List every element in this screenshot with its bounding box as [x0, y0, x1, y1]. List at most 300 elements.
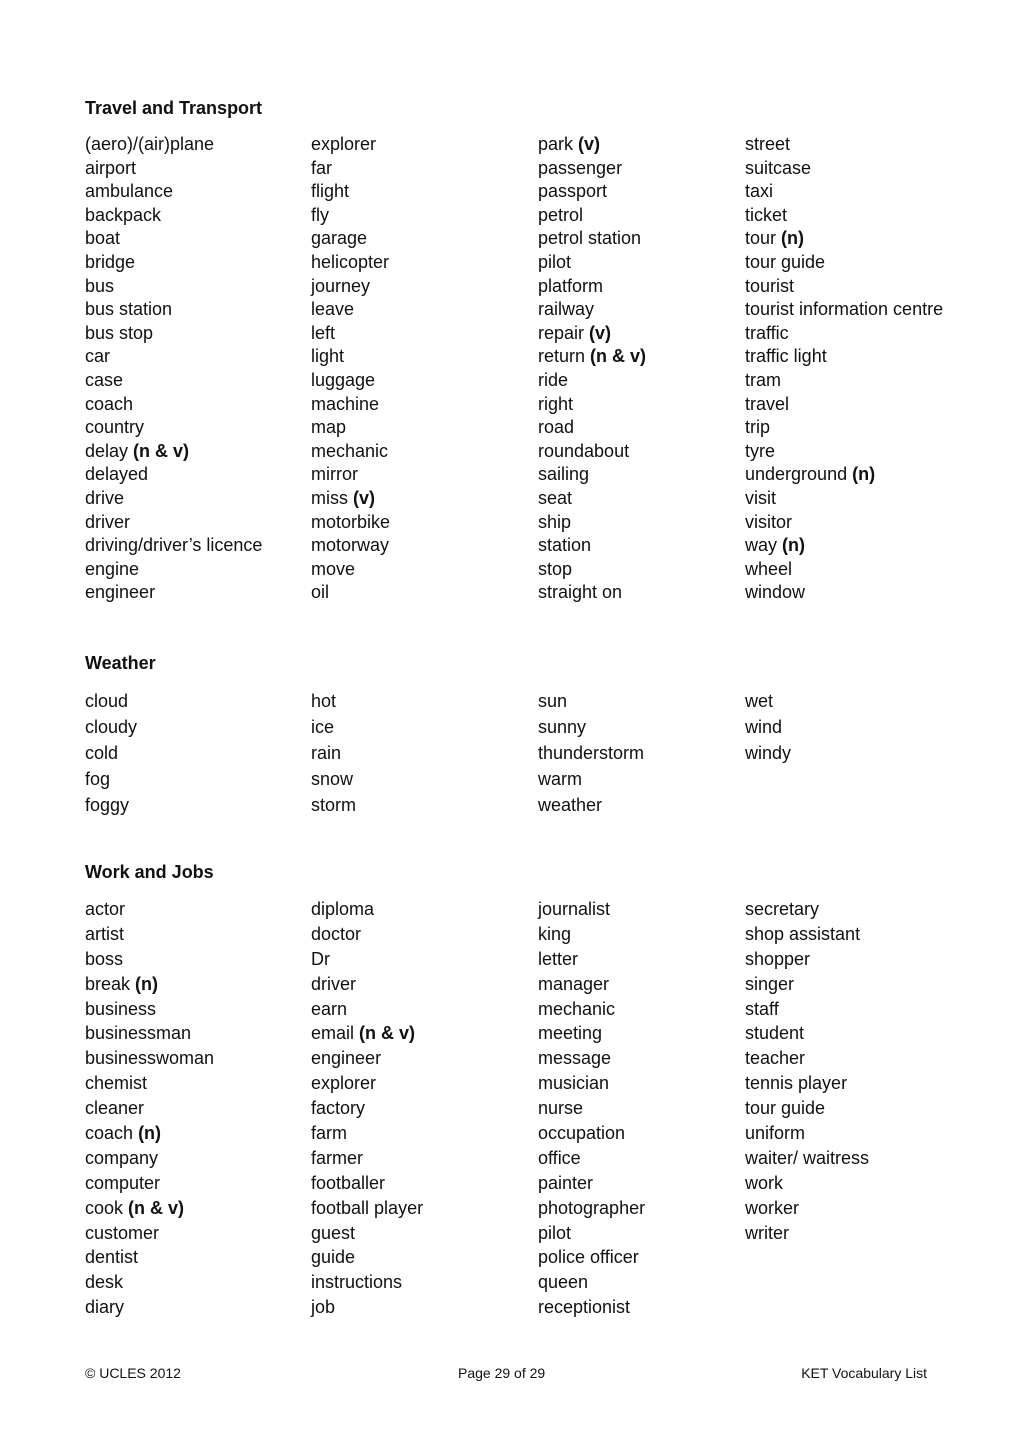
vocabulary-word: worker — [745, 1197, 800, 1218]
vocabulary-word: tyre — [745, 440, 776, 461]
vocabulary-item — [745, 534, 943, 558]
vocabulary-item — [311, 1196, 423, 1221]
word-column — [538, 688, 644, 818]
vocabulary-word: railway — [538, 299, 595, 320]
vocabulary-item — [85, 897, 214, 922]
vocabulary-word: guest — [311, 1222, 356, 1243]
vocabulary-word: road — [538, 417, 575, 438]
vocabulary-word: storm — [311, 795, 356, 815]
vocabulary-item — [538, 251, 646, 275]
vocabulary-word: occupation — [538, 1123, 626, 1144]
vocabulary-item — [745, 1146, 869, 1171]
vocabulary-item — [745, 369, 943, 393]
word-class-tag: (n) — [135, 973, 159, 994]
vocabulary-word: desk — [85, 1272, 124, 1293]
word-column — [85, 688, 137, 818]
vocabulary-word: businesswoman — [85, 1048, 215, 1069]
vocabulary-item — [85, 1196, 214, 1221]
vocabulary-word: light — [311, 346, 345, 367]
vocabulary-word: tour — [745, 228, 777, 249]
vocabulary-word: repair — [538, 322, 585, 343]
vocabulary-item — [745, 1121, 869, 1146]
vocabulary-item — [745, 227, 943, 251]
vocabulary-item — [538, 157, 646, 181]
vocabulary-word: underground — [745, 464, 848, 485]
word-column — [745, 133, 943, 605]
vocabulary-item — [85, 511, 262, 535]
vocabulary-item — [538, 463, 646, 487]
vocabulary-item — [745, 1221, 869, 1246]
vocabulary-item — [745, 740, 791, 766]
vocabulary-item — [745, 275, 943, 299]
section-work-and-jobs — [85, 861, 985, 1318]
vocabulary-item — [85, 558, 262, 582]
vocabulary-word: backpack — [85, 204, 162, 225]
vocabulary-item — [745, 416, 943, 440]
vocabulary-word: passport — [538, 181, 608, 202]
vocabulary-word: drive — [85, 487, 125, 508]
vocabulary-word: painter — [538, 1172, 594, 1193]
vocabulary-item — [311, 766, 356, 792]
vocabulary-word: petrol station — [538, 228, 642, 249]
vocabulary-item — [745, 463, 943, 487]
word-column — [538, 897, 645, 1320]
vocabulary-word: driver — [311, 973, 357, 994]
vocabulary-word: meeting — [538, 1023, 603, 1044]
vocabulary-word: bus — [85, 275, 115, 296]
vocabulary-item — [85, 534, 262, 558]
word-class-tag: (v) — [589, 322, 612, 343]
vocabulary-item — [311, 997, 423, 1022]
vocabulary-item — [311, 275, 390, 299]
vocabulary-word: pilot — [538, 251, 572, 272]
vocabulary-word: station — [538, 535, 592, 556]
vocabulary-word: ice — [311, 717, 335, 737]
vocabulary-word: teacher — [745, 1048, 806, 1069]
vocabulary-item — [85, 1295, 214, 1320]
vocabulary-item — [538, 688, 644, 714]
vocabulary-word: diary — [85, 1297, 125, 1318]
vocabulary-item — [745, 1071, 869, 1096]
vocabulary-item — [538, 997, 645, 1022]
vocabulary-word: engine — [85, 558, 140, 579]
vocabulary-item — [745, 157, 943, 181]
vocabulary-item — [745, 714, 791, 740]
vocabulary-word: traffic light — [745, 346, 827, 367]
vocabulary-item — [538, 393, 646, 417]
vocabulary-word: bridge — [85, 251, 136, 272]
vocabulary-word: staff — [745, 998, 779, 1019]
vocabulary-item — [538, 558, 646, 582]
vocabulary-word: window — [745, 582, 806, 603]
vocabulary-item — [85, 1121, 214, 1146]
vocabulary-word: delay — [85, 440, 129, 461]
vocabulary-word: farmer — [311, 1147, 364, 1168]
vocabulary-item — [311, 1046, 423, 1071]
vocabulary-word: helicopter — [311, 251, 390, 272]
vocabulary-item — [311, 463, 390, 487]
vocabulary-word: computer — [85, 1172, 161, 1193]
vocabulary-item — [745, 393, 943, 417]
vocabulary-word: visitor — [745, 511, 793, 532]
vocabulary-word: football player — [311, 1197, 424, 1218]
vocabulary-word: weather — [538, 795, 603, 815]
vocabulary-word: foggy — [85, 795, 130, 815]
vocabulary-item — [745, 1096, 869, 1121]
vocabulary-word: snow — [311, 769, 354, 789]
vocabulary-word: police officer — [538, 1247, 639, 1268]
vocabulary-item — [538, 897, 645, 922]
vocabulary-word: rain — [311, 743, 342, 763]
vocabulary-word: receptionist — [538, 1297, 631, 1318]
section-title: Travel and Transport — [85, 98, 263, 118]
vocabulary-item — [538, 740, 644, 766]
vocabulary-item — [311, 947, 423, 972]
vocabulary-item — [311, 227, 390, 251]
vocabulary-item — [538, 534, 646, 558]
vocabulary-item — [745, 204, 943, 228]
vocabulary-word: airport — [85, 157, 137, 178]
vocabulary-item — [311, 897, 423, 922]
vocabulary-item — [745, 440, 943, 464]
word-class-tag: (v) — [578, 134, 601, 154]
vocabulary-item — [538, 947, 645, 972]
vocabulary-word: guide — [311, 1247, 356, 1268]
vocabulary-word: tourist information centre — [745, 299, 944, 320]
vocabulary-word: straight on — [538, 582, 623, 603]
vocabulary-word: wind — [745, 717, 783, 737]
vocabulary-item — [85, 322, 262, 346]
vocabulary-word: mechanic — [311, 440, 389, 461]
vocabulary-item — [85, 972, 214, 997]
vocabulary-item — [538, 133, 646, 157]
vocabulary-word: car — [85, 346, 111, 367]
vocabulary-word: street — [745, 134, 791, 154]
vocabulary-word: roundabout — [538, 440, 630, 461]
vocabulary-word: coach — [85, 1123, 134, 1144]
vocabulary-word: cloudy — [85, 717, 138, 737]
page-footer — [85, 1364, 927, 1382]
vocabulary-word: factory — [311, 1098, 366, 1119]
vocabulary-item — [538, 1121, 645, 1146]
vocabulary-item — [85, 369, 262, 393]
vocabulary-item — [311, 1071, 423, 1096]
vocabulary-item — [85, 1021, 214, 1046]
vocabulary-word: secretary — [745, 899, 820, 919]
vocabulary-word: sun — [538, 691, 568, 711]
word-class-tag: (n & v) — [359, 1023, 416, 1044]
vocabulary-word: map — [311, 417, 347, 438]
vocabulary-word: farm — [311, 1123, 347, 1144]
vocabulary-item — [745, 511, 943, 535]
vocabulary-item — [311, 1270, 423, 1295]
footer-copyright: © UCLES 2012 — [85, 1365, 181, 1381]
vocabulary-word: queen — [538, 1272, 589, 1293]
vocabulary-item — [85, 298, 262, 322]
vocabulary-word: case — [85, 369, 124, 390]
vocabulary-item — [745, 581, 943, 605]
vocabulary-item — [85, 463, 262, 487]
vocabulary-item — [85, 133, 262, 157]
vocabulary-word: customer — [85, 1222, 160, 1243]
vocabulary-item — [745, 688, 791, 714]
vocabulary-word: windy — [745, 743, 792, 763]
word-class-tag: (n) — [852, 464, 876, 485]
vocabulary-word: office — [538, 1147, 581, 1168]
vocabulary-word: footballer — [311, 1172, 386, 1193]
vocabulary-item — [311, 534, 390, 558]
vocabulary-item — [311, 1245, 423, 1270]
vocabulary-item — [85, 1171, 214, 1196]
word-column — [85, 133, 262, 605]
vocabulary-word: cook — [85, 1197, 124, 1218]
vocabulary-word: musician — [538, 1073, 610, 1094]
vocabulary-word: letter — [538, 948, 579, 969]
vocabulary-word: suitcase — [745, 157, 812, 178]
vocabulary-word: machine — [311, 393, 380, 414]
vocabulary-word: driving/driver’s licence — [85, 535, 263, 556]
vocabulary-item — [745, 180, 943, 204]
vocabulary-item — [85, 251, 262, 275]
vocabulary-item — [85, 688, 137, 714]
vocabulary-item — [745, 1021, 869, 1046]
word-column — [745, 688, 791, 766]
vocabulary-item — [538, 1096, 645, 1121]
vocabulary-item — [311, 157, 390, 181]
vocabulary-word: motorbike — [311, 511, 391, 532]
vocabulary-item — [538, 1021, 645, 1046]
vocabulary-item — [311, 1146, 423, 1171]
vocabulary-word: explorer — [311, 134, 377, 154]
word-class-tag: (n & v) — [590, 346, 647, 367]
vocabulary-item — [85, 180, 262, 204]
vocabulary-word: writer — [745, 1222, 789, 1243]
vocabulary-item — [85, 157, 262, 181]
vocabulary-item — [745, 997, 869, 1022]
vocabulary-word: move — [311, 558, 356, 579]
vocabulary-item — [538, 1071, 645, 1096]
vocabulary-word: ambulance — [85, 181, 174, 202]
vocabulary-item — [85, 740, 137, 766]
vocabulary-item — [538, 511, 646, 535]
vocabulary-item — [538, 227, 646, 251]
vocabulary-word: petrol — [538, 204, 584, 225]
vocabulary-item — [745, 298, 943, 322]
vocabulary-item — [85, 1071, 214, 1096]
vocabulary-item — [745, 1171, 869, 1196]
vocabulary-word: thunderstorm — [538, 743, 645, 763]
vocabulary-item — [538, 792, 644, 818]
vocabulary-item — [311, 345, 390, 369]
vocabulary-word: cleaner — [85, 1098, 145, 1119]
vocabulary-item — [85, 275, 262, 299]
vocabulary-word: pilot — [538, 1222, 572, 1243]
vocabulary-item — [311, 740, 356, 766]
vocabulary-item — [538, 275, 646, 299]
vocabulary-item — [85, 1245, 214, 1270]
vocabulary-item — [538, 1245, 645, 1270]
vocabulary-item — [745, 972, 869, 997]
vocabulary-item — [311, 972, 423, 997]
vocabulary-word: artist — [85, 923, 125, 944]
vocabulary-word: Dr — [311, 948, 330, 969]
vocabulary-item — [85, 1096, 214, 1121]
vocabulary-item — [538, 487, 646, 511]
word-class-tag: (v) — [353, 487, 376, 508]
vocabulary-item — [85, 997, 214, 1022]
vocabulary-word: journey — [311, 275, 371, 296]
vocabulary-word: tram — [745, 369, 781, 390]
vocabulary-word: journalist — [538, 899, 611, 919]
word-column — [538, 133, 646, 605]
vocabulary-word: driver — [85, 511, 131, 532]
section-title: Work and Jobs — [85, 862, 214, 882]
vocabulary-item — [311, 298, 390, 322]
vocabulary-item — [745, 558, 943, 582]
vocabulary-item — [311, 133, 390, 157]
vocabulary-word: diploma — [311, 899, 375, 919]
vocabulary-word: luggage — [311, 369, 376, 390]
vocabulary-word: wet — [745, 691, 774, 711]
vocabulary-word: tour guide — [745, 251, 826, 272]
vocabulary-item — [311, 581, 390, 605]
vocabulary-word: way — [745, 535, 778, 556]
vocabulary-word: tourist — [745, 275, 795, 296]
vocabulary-item — [311, 369, 390, 393]
vocabulary-word: chemist — [85, 1073, 148, 1094]
vocabulary-word: email — [311, 1023, 355, 1044]
vocabulary-word: ticket — [745, 204, 788, 225]
vocabulary-item — [745, 487, 943, 511]
vocabulary-item — [85, 204, 262, 228]
vocabulary-item — [538, 714, 644, 740]
vocabulary-word: king — [538, 923, 572, 944]
vocabulary-item — [538, 972, 645, 997]
vocabulary-item — [85, 227, 262, 251]
vocabulary-word: business — [85, 998, 157, 1019]
vocabulary-word: country — [85, 417, 145, 438]
vocabulary-item — [85, 487, 262, 511]
vocabulary-item — [745, 947, 869, 972]
vocabulary-word: break — [85, 973, 131, 994]
vocabulary-word: passenger — [538, 157, 623, 178]
section-travel-and-transport — [85, 97, 985, 603]
vocabulary-word: shopper — [745, 948, 811, 969]
vocabulary-word: fog — [85, 769, 111, 789]
vocabulary-item — [85, 1146, 214, 1171]
vocabulary-item — [85, 581, 262, 605]
word-column — [311, 897, 423, 1320]
word-class-tag: (n) — [781, 228, 805, 249]
vocabulary-word: park — [538, 134, 574, 154]
vocabulary-word: oil — [311, 582, 330, 603]
vocabulary-word: earn — [311, 998, 348, 1019]
vocabulary-word: platform — [538, 275, 604, 296]
vocabulary-word: miss — [311, 487, 348, 508]
vocabulary-item — [745, 322, 943, 346]
vocabulary-item — [538, 1146, 645, 1171]
vocabulary-word: company — [85, 1147, 159, 1168]
vocabulary-word: work — [745, 1172, 784, 1193]
vocabulary-word: right — [538, 393, 574, 414]
vocabulary-item — [85, 393, 262, 417]
vocabulary-item — [538, 345, 646, 369]
vocabulary-item — [85, 416, 262, 440]
vocabulary-item — [85, 345, 262, 369]
vocabulary-word: dentist — [85, 1247, 139, 1268]
vocabulary-item — [311, 922, 423, 947]
vocabulary-word: return — [538, 346, 586, 367]
vocabulary-word: instructions — [311, 1272, 403, 1293]
section-weather — [85, 652, 985, 815]
vocabulary-item — [311, 180, 390, 204]
vocabulary-item — [311, 487, 390, 511]
vocabulary-word: engineer — [85, 582, 156, 603]
vocabulary-word: businessman — [85, 1023, 192, 1044]
vocabulary-item — [311, 322, 390, 346]
vocabulary-item — [538, 1046, 645, 1071]
vocabulary-word: bus station — [85, 299, 173, 320]
vocabulary-item — [85, 714, 137, 740]
vocabulary-item — [311, 393, 390, 417]
vocabulary-word: shop assistant — [745, 923, 861, 944]
vocabulary-item — [311, 1021, 423, 1046]
vocabulary-item — [538, 440, 646, 464]
vocabulary-word: ship — [538, 511, 572, 532]
vocabulary-item — [745, 345, 943, 369]
vocabulary-word: wheel — [745, 558, 793, 579]
vocabulary-word: delayed — [85, 464, 149, 485]
vocabulary-item — [85, 766, 137, 792]
vocabulary-item — [538, 1196, 645, 1221]
vocabulary-item — [85, 440, 262, 464]
vocabulary-item — [311, 204, 390, 228]
vocabulary-word: travel — [745, 393, 790, 414]
vocabulary-word: singer — [745, 973, 795, 994]
vocabulary-item — [538, 322, 646, 346]
vocabulary-item — [745, 1046, 869, 1071]
vocabulary-item — [538, 298, 646, 322]
vocabulary-item — [538, 369, 646, 393]
vocabulary-item — [311, 1295, 423, 1320]
vocabulary-item — [745, 922, 869, 947]
vocabulary-item — [311, 1096, 423, 1121]
vocabulary-word: seat — [538, 487, 573, 508]
vocabulary-word: engineer — [311, 1048, 382, 1069]
vocabulary-word: cloud — [85, 691, 129, 711]
vocabulary-word: hot — [311, 691, 337, 711]
vocabulary-word: fly — [311, 204, 329, 225]
vocabulary-item — [538, 1221, 645, 1246]
vocabulary-item — [745, 133, 943, 157]
vocabulary-word: warm — [538, 769, 582, 789]
vocabulary-word: boss — [85, 948, 124, 969]
vocabulary-word: stop — [538, 558, 573, 579]
vocabulary-word: cold — [85, 743, 119, 763]
vocabulary-word: doctor — [311, 923, 362, 944]
vocabulary-word: bus stop — [85, 322, 154, 343]
vocabulary-word: waiter/ waitress — [745, 1147, 870, 1168]
vocabulary-item — [538, 1295, 645, 1320]
vocabulary-word: taxi — [745, 181, 774, 202]
vocabulary-word: boat — [85, 228, 121, 249]
word-column — [85, 897, 214, 1320]
vocabulary-word: sailing — [538, 464, 590, 485]
word-column — [745, 897, 869, 1245]
vocabulary-item — [311, 440, 390, 464]
word-column — [311, 688, 356, 818]
vocabulary-word: manager — [538, 973, 610, 994]
